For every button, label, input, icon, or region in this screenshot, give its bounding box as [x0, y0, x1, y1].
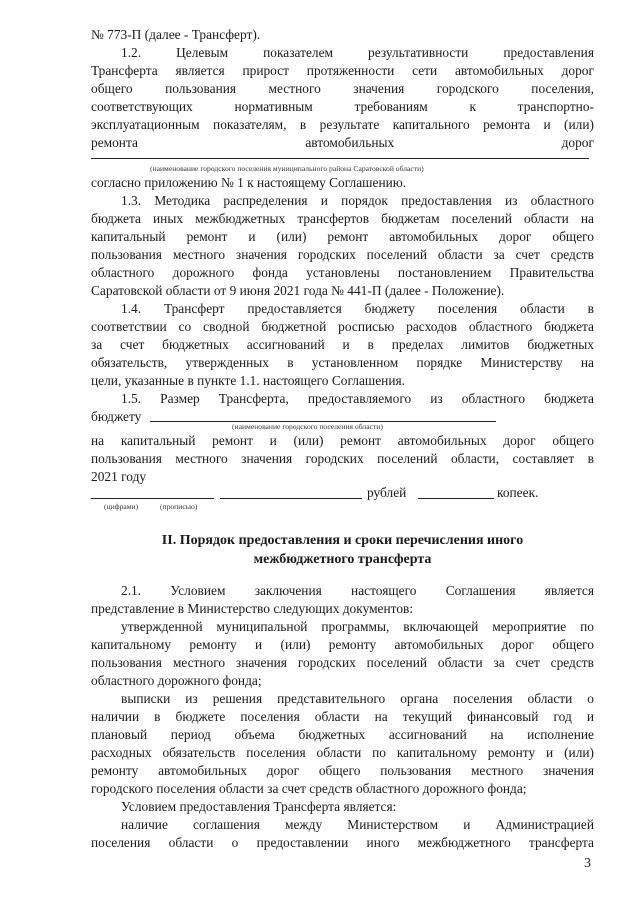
- caption-settlement-budget: (наименование городского поселения области): [232, 422, 383, 431]
- text-line: 1.2. Целевым показателем результативности предоставления: [121, 45, 594, 60]
- text-line: 2.1. Условием заключения настоящего Соглашения является: [121, 583, 594, 598]
- text-line: 2021 году: [91, 469, 147, 484]
- text-line: соответствии со сводной бюджетной росписью расходов областного бюджета: [91, 319, 594, 334]
- text-line: за счет бюджетных ассигнований и в пределах лимитов бюджетных: [91, 337, 594, 352]
- text-line: расходных обязательств поселения области по капитальному ремонту и (или): [91, 745, 594, 760]
- text-line: Трансферта является прирост протяженности сети автомобильных дорог: [91, 63, 594, 78]
- text-line: Условием предоставления Трансферта является:: [121, 799, 397, 814]
- text-line: ремонту автомобильных дорог общего пользования местного значения: [91, 763, 594, 778]
- text-line: пользования местного значения городских поселений области, составляет в: [91, 451, 594, 466]
- section-heading: межбюджетного трансферта: [253, 552, 432, 567]
- text-line: обязательств, утвержденных в установленном порядке Министерству на: [91, 355, 594, 370]
- kopecks-label: копеек.: [497, 485, 539, 500]
- section-heading: II. Порядок предоставления и сроки перечисления иного: [161, 533, 524, 548]
- text-line: областного дорожного фонда;: [91, 673, 262, 688]
- text-line: капитальный ремонт и (или) ремонт автомобильных дорог общего: [91, 229, 594, 244]
- fill-line: [220, 498, 362, 499]
- caption-digits: (цифрами): [104, 502, 139, 511]
- text-line: наличии в бюджете поселения области на текущий финансовый год и: [91, 709, 594, 724]
- text-line: согласно приложению № 1 к настоящему Соглашению.: [91, 175, 407, 190]
- fill-line: [91, 498, 214, 499]
- text-line: общего пользования местного значения городского поселения,: [91, 81, 594, 96]
- text-line: бюджета иных межбюджетных трансфертов бюджетам поселений области на: [91, 211, 594, 226]
- page-number: 3: [584, 856, 591, 871]
- text-line: 1.4. Трансферт предоставляется бюджету поселения области в: [121, 301, 594, 316]
- text-line: утвержденной муниципальной программы, включающей мероприятие по: [121, 619, 594, 634]
- text-line: выписки из решения представительного органа поселения области о: [121, 691, 594, 706]
- text-line: капитальному ремонту и (или) ремонту автомобильных дорог общего: [91, 637, 594, 652]
- text-line: пользования местного значения городских поселений области за счет средств: [91, 655, 594, 670]
- caption-settlement-name: (наименование городского поселения муниципального района Саратовской области): [150, 164, 424, 173]
- text-line: соответствующих нормативным требованиям к транспортно-: [91, 99, 594, 114]
- rubles-label: рублей: [367, 485, 407, 500]
- text-line: 1.5. Размер Трансферта, предоставляемого из областного бюджета: [121, 391, 594, 406]
- text-line: наличие соглашения между Министерством и Администрацией: [121, 817, 594, 832]
- text-line: бюджету: [91, 409, 142, 424]
- text-line: ремонта автомобильных дорог: [91, 135, 594, 150]
- text-line: представление в Министерство следующих документов:: [91, 601, 414, 616]
- fill-line: [91, 158, 589, 159]
- text-line: поселения области о предоставлении иного межбюджетного трансферта: [91, 835, 594, 850]
- text-line: плановый период объема бюджетных ассигнований на исполнение: [91, 727, 594, 742]
- text-line: на капитальный ремонт и (или) ремонт автомобильных дорог общего: [91, 433, 594, 448]
- text-line: эксплуатационным показателям, в результате капитального ремонта и (или): [91, 117, 594, 132]
- text-line: Саратовской области от 9 июня 2021 года № 441-П (далее - Положение).: [91, 283, 505, 298]
- text-line: цели, указанные в пункте 1.1. настоящего Соглашения.: [91, 373, 405, 388]
- text-line: 1.3. Методика распределения и порядок предоставления из областного: [121, 193, 594, 208]
- text-line: областного дорожного фонда установлены постановлением Правительства: [91, 265, 594, 280]
- fill-line: [418, 498, 494, 499]
- text-line: пользования местного значения городских поселений области за счет средств: [91, 247, 594, 262]
- caption-words: (прописью): [160, 502, 198, 511]
- text-line: городского поселения области за счет средств областного дорожного фонда;: [91, 781, 527, 796]
- text-line: № 773-П (далее - Трансферт).: [91, 27, 261, 42]
